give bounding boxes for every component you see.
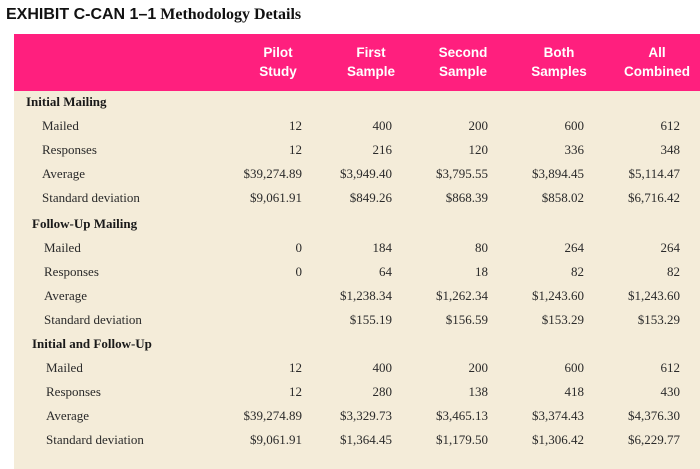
table-cell: $153.29: [541, 312, 584, 327]
table-cell: $5,114.47: [628, 166, 680, 181]
table-cell: $1,364.45: [340, 432, 392, 447]
table-cell: 82: [667, 264, 680, 279]
table-cell: $3,465.13: [436, 408, 488, 423]
table-cell: $1,262.34: [436, 288, 488, 303]
table-cell: 612: [660, 118, 680, 133]
table-cell: 120: [468, 142, 488, 157]
table-cell: 80: [475, 240, 488, 255]
exhibit-title-prefix: EXHIBIT C-CAN 1–1: [6, 6, 157, 23]
table-cell: $9,061.91: [250, 190, 302, 205]
table-cell: $6,229.77: [628, 432, 680, 447]
row-label: Mailed: [42, 118, 79, 133]
table-cell: 264: [564, 240, 584, 255]
row-label: Responses: [46, 384, 101, 399]
table-cell: 138: [468, 384, 488, 399]
table-cell: $39,274.89: [243, 166, 302, 181]
table-cell: 18: [475, 264, 488, 279]
table-cell: $3,374.43: [532, 408, 584, 423]
table-cell: 400: [372, 360, 392, 375]
table-cell: $153.29: [637, 312, 680, 327]
column-header-second-sample: Second Sample: [438, 45, 488, 79]
methodology-table: [14, 34, 700, 469]
table-cell: $1,243.60: [628, 288, 680, 303]
table-cell: $4,376.30: [628, 408, 680, 423]
table-cell: 280: [372, 384, 392, 399]
row-label: Responses: [42, 142, 97, 157]
table-cell: $39,274.89: [243, 408, 302, 423]
table-cell: 400: [372, 118, 392, 133]
table-cell: $155.19: [349, 312, 392, 327]
table-cell: $858.02: [541, 190, 584, 205]
table-cell: 600: [564, 360, 584, 375]
table-cell: 336: [564, 142, 584, 157]
row-label: Standard deviation: [42, 190, 140, 205]
table-cell: 430: [660, 384, 680, 399]
section-heading: Initial and Follow-Up: [32, 336, 152, 351]
table-cell: $1,243.60: [532, 288, 584, 303]
row-label: Average: [46, 408, 90, 423]
table-cell: 0: [295, 240, 302, 255]
table-cell: $868.39: [445, 190, 488, 205]
table-cell: $3,894.45: [532, 166, 584, 181]
table-cell: $1,306.42: [532, 432, 584, 447]
table-cell: 12: [289, 384, 302, 399]
row-label: Average: [42, 166, 86, 181]
table-cell: 418: [564, 384, 584, 399]
table-cell: $1,238.34: [340, 288, 392, 303]
table-cell: $3,949.40: [340, 166, 392, 181]
table-cell: $9,061.91: [250, 432, 302, 447]
table-cell: 216: [372, 142, 392, 157]
table-cell: 600: [564, 118, 584, 133]
column-header-both-samples: Both Samples: [531, 45, 587, 79]
table-header: [14, 34, 700, 91]
table-cell: $156.59: [445, 312, 488, 327]
exhibit-title-text: Methodology Details: [160, 6, 302, 23]
column-header-first-sample: First Sample: [346, 45, 396, 79]
table-cell: $1,179.50: [436, 432, 488, 447]
row-label: Standard deviation: [44, 312, 142, 327]
row-label: Mailed: [46, 360, 83, 375]
table-cell: 12: [289, 142, 302, 157]
table-cell: 82: [571, 264, 584, 279]
row-label: Mailed: [44, 240, 81, 255]
section-heading: Initial Mailing: [26, 94, 107, 109]
table-cell: $6,716.42: [628, 190, 680, 205]
column-header-all-combined: All Combined: [624, 45, 690, 79]
table-cell: 12: [289, 118, 302, 133]
table-cell: 264: [660, 240, 680, 255]
row-label: Standard deviation: [46, 432, 144, 447]
column-header-pilot-study: Pilot Study: [259, 45, 297, 79]
table-cell: 200: [468, 118, 488, 133]
table-cell: $3,795.55: [436, 166, 488, 181]
section-heading: Follow-Up Mailing: [32, 216, 138, 231]
table-cell: 200: [468, 360, 488, 375]
table-cell: 0: [295, 264, 302, 279]
table-cell: 64: [379, 264, 392, 279]
exhibit-title: [6, 6, 301, 24]
table-cell: $849.26: [349, 190, 392, 205]
row-label: Responses: [44, 264, 99, 279]
row-label: Average: [44, 288, 88, 303]
table-cell: 612: [660, 360, 680, 375]
table-cell: $3,329.73: [340, 408, 392, 423]
table-cell: 348: [660, 142, 680, 157]
table-cell: 12: [289, 360, 302, 375]
table-cell: 184: [372, 240, 392, 255]
